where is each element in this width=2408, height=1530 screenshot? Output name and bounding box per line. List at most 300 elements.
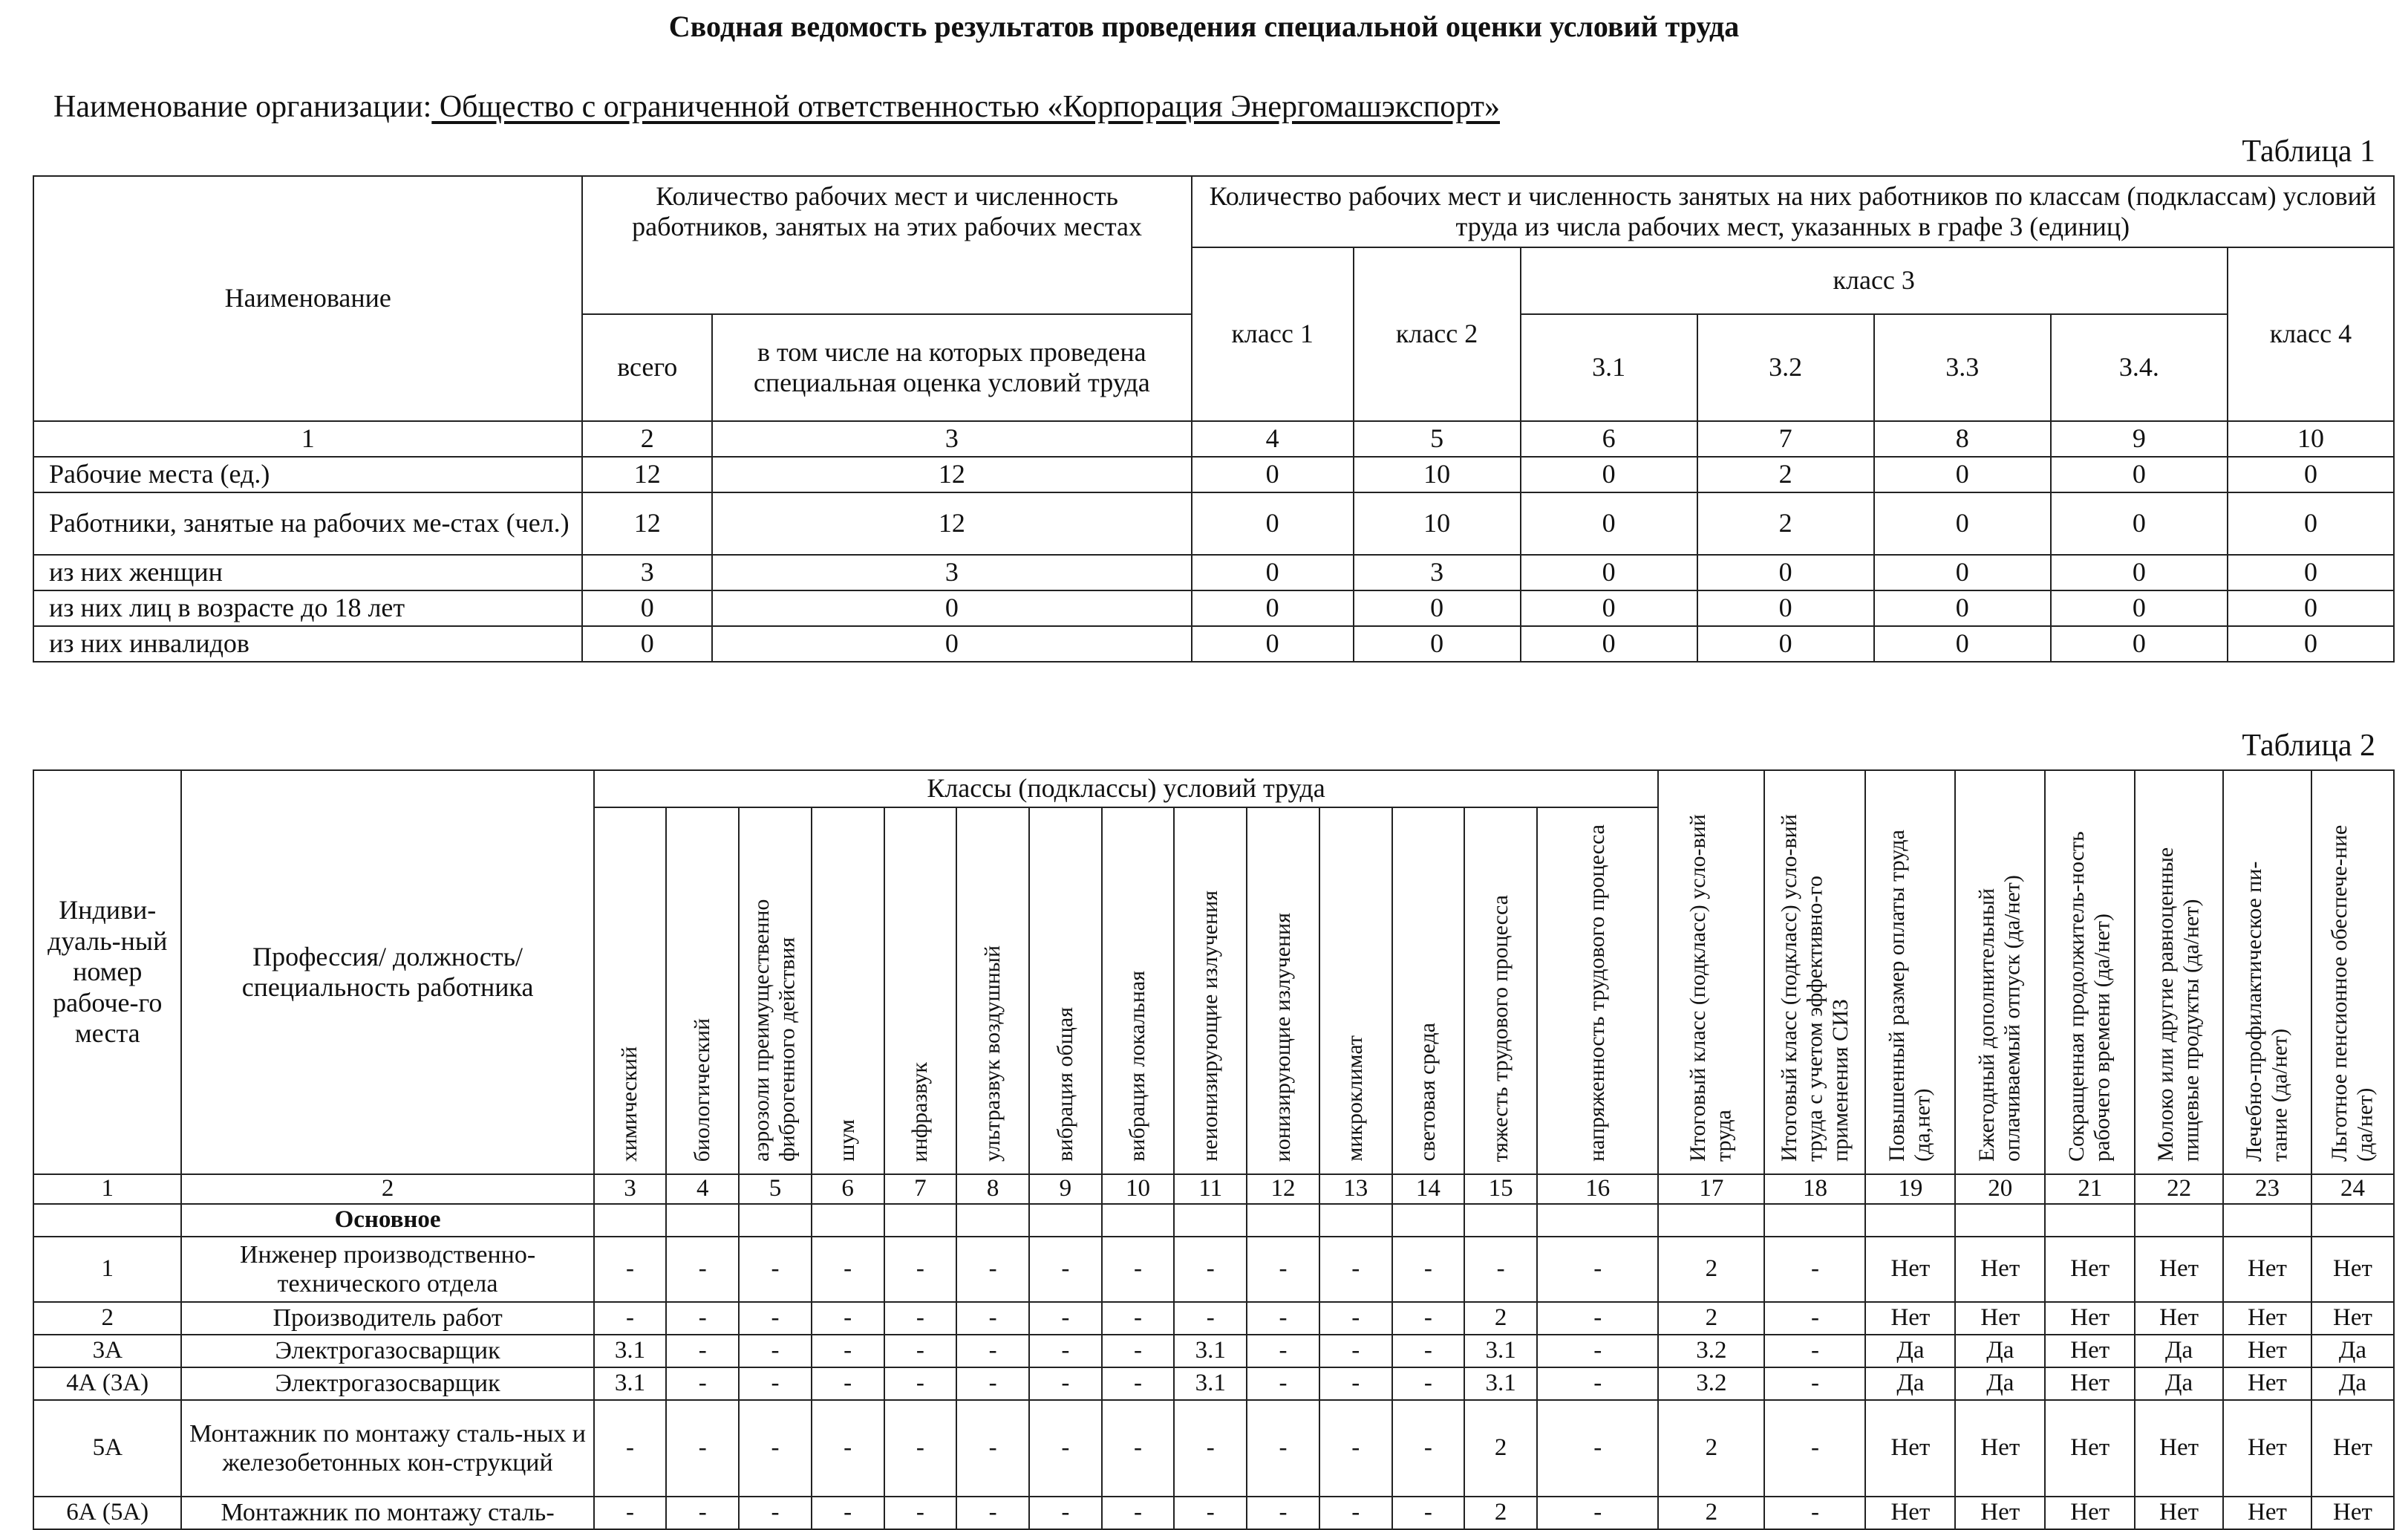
t1-column-number: 3 <box>712 421 1192 457</box>
t2-factor-header <box>1319 807 1392 1174</box>
table-cell: 3.1 <box>594 1335 667 1367</box>
t1-header-name: Наименование <box>33 176 582 421</box>
table-cell: Да <box>1955 1367 2045 1400</box>
table-cell: 0 <box>712 626 1192 662</box>
table-cell: - <box>594 1302 667 1335</box>
table-cell: 0 <box>1354 590 1521 626</box>
row-name: из них лиц в возрасте до 18 лет <box>33 590 582 626</box>
t2-column-number: 20 <box>1955 1174 2045 1204</box>
t2-header-reduced-hours: Сокращенная продолжитель-ность рабочего времени (да/нет) <box>2045 770 2135 1174</box>
empty-cell <box>1247 1204 1319 1237</box>
table-cell: - <box>1029 1497 1102 1529</box>
t2-factor-label: инфразвук <box>907 1061 933 1162</box>
table-cell: - <box>1392 1335 1465 1367</box>
t2-factor-label: аэрозоли преимущественно фиброгенного действия <box>749 899 800 1162</box>
t2-column-number: 10 <box>1102 1174 1175 1204</box>
table-cell: 0 <box>1521 626 1697 662</box>
table-cell: Нет <box>2135 1497 2223 1529</box>
organization-label: Наименование организации: <box>53 90 432 124</box>
t2-factor-label: ионизирующие излучения <box>1270 912 1295 1162</box>
row-name: Рабочие места (ед.) <box>33 457 582 492</box>
table-cell: - <box>956 1237 1029 1302</box>
t2-factor-label: микроклимат <box>1342 1035 1368 1162</box>
table-cell: - <box>1247 1367 1319 1400</box>
t2-header-classes: Классы (подклассы) условий труда <box>594 770 1659 807</box>
table-cell: - <box>1392 1237 1465 1302</box>
table-cell: - <box>739 1400 812 1497</box>
table-cell: Нет <box>1955 1237 2045 1302</box>
t2-factor-label: неионизирующие излучения <box>1198 891 1222 1162</box>
t1-header-count: Количество рабочих мест и численность работников, занятых на этих рабочих местах <box>582 176 1191 314</box>
table-cell: 0 <box>2051 457 2228 492</box>
table-cell: Да <box>2135 1335 2223 1367</box>
table-cell: - <box>1537 1367 1658 1400</box>
table-cell: 3.1 <box>1464 1335 1537 1367</box>
summary-table <box>33 175 2395 663</box>
table-cell: - <box>666 1335 739 1367</box>
table-cell: 3.2 <box>1658 1367 1764 1400</box>
table2-caption: Таблица 2 <box>2242 729 2375 763</box>
table-cell: Да <box>1955 1335 2045 1367</box>
t2-header-id: Индиви-дуаль-ный номер рабоче-го места <box>33 770 181 1174</box>
t2-column-number: 14 <box>1392 1174 1465 1204</box>
section-id-cell <box>33 1204 181 1237</box>
table-cell: 0 <box>2051 555 2228 590</box>
table-cell: - <box>666 1367 739 1400</box>
table-cell: - <box>1102 1367 1175 1400</box>
table-cell: - <box>884 1497 957 1529</box>
table-cell: - <box>1764 1400 1865 1497</box>
table-cell: - <box>884 1335 957 1367</box>
profession: Монтажник по монтажу сталь- <box>181 1497 593 1529</box>
table-cell: 2 <box>1658 1400 1764 1497</box>
t2-factor-label: вибрация общая <box>1052 1007 1077 1162</box>
t2-factor-label: вибрация локальная <box>1125 971 1150 1162</box>
t2-factor-label: шум <box>835 1119 860 1162</box>
workplace-id: 3А <box>33 1335 181 1367</box>
table-cell: 2 <box>1697 492 1874 555</box>
t2-column-number: 22 <box>2135 1174 2223 1204</box>
table-cell: - <box>1247 1400 1319 1497</box>
t1-header-class2: класс 2 <box>1354 247 1521 421</box>
t2-column-number: 1 <box>33 1174 181 1204</box>
t1-header-class1: класс 1 <box>1192 247 1354 421</box>
table-cell: 2 <box>1464 1400 1537 1497</box>
table-cell: 12 <box>582 457 712 492</box>
table-cell: - <box>1102 1400 1175 1497</box>
table-cell: Нет <box>2223 1335 2311 1367</box>
table-cell: - <box>1029 1367 1102 1400</box>
table-cell: Нет <box>2223 1237 2311 1302</box>
table-cell: Да <box>1865 1335 1955 1367</box>
t2-column-number: 11 <box>1174 1174 1247 1204</box>
t1-column-number: 8 <box>1874 421 2051 457</box>
t2-factor-header <box>1392 807 1465 1174</box>
table-cell: Нет <box>2311 1237 2394 1302</box>
table-cell: 0 <box>2228 626 2394 662</box>
table-cell: 0 <box>1521 590 1697 626</box>
table1-caption: Таблица 1 <box>2242 134 2375 169</box>
profession: Электрогазосварщик <box>181 1367 593 1400</box>
table-row <box>33 590 2394 626</box>
table-cell: - <box>1764 1237 1865 1302</box>
empty-cell <box>2045 1204 2135 1237</box>
t2-column-number: 5 <box>739 1174 812 1204</box>
empty-cell <box>1537 1204 1658 1237</box>
table-cell: 3.1 <box>1464 1367 1537 1400</box>
table-cell: - <box>1174 1497 1247 1529</box>
t1-column-numbers <box>33 421 2394 457</box>
t1-column-number: 2 <box>582 421 712 457</box>
table-cell: - <box>666 1237 739 1302</box>
table-cell: 12 <box>712 492 1192 555</box>
t2-factor-label: химический <box>617 1046 642 1162</box>
table-cell: 0 <box>1874 492 2051 555</box>
table-cell: - <box>884 1237 957 1302</box>
t1-header-assessed: в том числе на которых проведена специальная оценка условий труда <box>712 314 1192 421</box>
table-cell: 10 <box>1354 457 1521 492</box>
empty-cell <box>1658 1204 1764 1237</box>
table-cell: 0 <box>2228 590 2394 626</box>
t2-column-number: 3 <box>594 1174 667 1204</box>
t2-factor-header <box>739 807 812 1174</box>
workplace-id: 5А <box>33 1400 181 1497</box>
table-cell: Нет <box>1955 1497 2045 1529</box>
table-cell: Нет <box>2311 1400 2394 1497</box>
t2-header-pension: Льготное пенсионное обеспече-ние (да/нет) <box>2311 770 2394 1174</box>
table-cell: - <box>1174 1400 1247 1497</box>
empty-cell <box>2223 1204 2311 1237</box>
t2-factor-header <box>594 807 667 1174</box>
table-cell: 2 <box>1464 1497 1537 1529</box>
t1-column-number: 7 <box>1697 421 1874 457</box>
empty-cell <box>1464 1204 1537 1237</box>
table-cell: 3 <box>582 555 712 590</box>
empty-cell <box>739 1204 812 1237</box>
table-cell: 0 <box>1192 555 1354 590</box>
t2-column-number: 21 <box>2045 1174 2135 1204</box>
table-row <box>33 457 2394 492</box>
table-cell: 2 <box>1658 1497 1764 1529</box>
table-cell: - <box>1102 1497 1175 1529</box>
table-cell: Нет <box>2311 1497 2394 1529</box>
table-cell: Нет <box>2223 1367 2311 1400</box>
t2-factor-label: тяжесть трудового процесса <box>1487 894 1513 1162</box>
table-cell: 12 <box>582 492 712 555</box>
table-cell: - <box>1764 1367 1865 1400</box>
t2-factor-header <box>666 807 739 1174</box>
table-row <box>33 1367 2394 1400</box>
table-cell: Нет <box>2223 1497 2311 1529</box>
table-cell: - <box>812 1400 884 1497</box>
table-row <box>33 1302 2394 1335</box>
workplace-id: 1 <box>33 1237 181 1302</box>
t2-factor-label: биологический <box>689 1018 714 1162</box>
t1-header-total: всего <box>582 314 712 421</box>
t2-factor-header <box>1537 807 1658 1174</box>
table-cell: 0 <box>1192 626 1354 662</box>
t2-header-profession: Профессия/ должность/ специальность работника <box>181 770 593 1174</box>
t2-column-number: 19 <box>1865 1174 1955 1204</box>
t2-column-number: 7 <box>884 1174 957 1204</box>
table-cell: - <box>884 1367 957 1400</box>
empty-cell <box>666 1204 739 1237</box>
t2-header-therapeutic-food: Лечебно-профилактическое пи-тание (да/нет) <box>2223 770 2311 1174</box>
t2-factor-header <box>956 807 1029 1174</box>
table-cell: - <box>1102 1302 1175 1335</box>
t2-column-number: 4 <box>666 1174 739 1204</box>
table-cell: - <box>1247 1302 1319 1335</box>
section-row <box>33 1204 2394 1237</box>
table-row <box>33 626 2394 662</box>
table-cell: - <box>812 1302 884 1335</box>
t1-header-3-3: 3.3 <box>1874 314 2051 421</box>
table-cell: 0 <box>1874 555 2051 590</box>
t2-header-final-class-ppe: Итоговый класс (подкласс) усло-вий труда с учетом эффективно-го применения СИЗ <box>1764 770 1865 1174</box>
table-cell: - <box>1174 1302 1247 1335</box>
table-cell: 3.1 <box>594 1367 667 1400</box>
table-cell: - <box>739 1367 812 1400</box>
table-cell: Да <box>2135 1367 2223 1400</box>
workplace-id: 4А (3А) <box>33 1367 181 1400</box>
t2-factor-header <box>1464 807 1537 1174</box>
table-cell: 3.2 <box>1658 1335 1764 1367</box>
table-row <box>33 1335 2394 1367</box>
t1-column-number: 1 <box>33 421 582 457</box>
profession: Монтажник по монтажу сталь-ных и железобетонных кон-струкций <box>181 1400 593 1497</box>
empty-cell <box>1174 1204 1247 1237</box>
t2-header-final-class: Итоговый класс (подкласс) усло-вий труда <box>1658 770 1764 1174</box>
table-cell: Нет <box>1865 1497 1955 1529</box>
table-cell: - <box>1247 1335 1319 1367</box>
empty-cell <box>1319 1204 1392 1237</box>
table-cell: - <box>812 1335 884 1367</box>
table-row <box>33 1497 2394 1529</box>
table-cell: 10 <box>1354 492 1521 555</box>
table-cell: 0 <box>582 626 712 662</box>
table-cell: - <box>1319 1237 1392 1302</box>
table-cell: - <box>956 1335 1029 1367</box>
t2-column-number: 16 <box>1537 1174 1658 1204</box>
table-cell: Нет <box>2135 1302 2223 1335</box>
section-title: Основное <box>181 1204 593 1237</box>
table-cell: Нет <box>1955 1400 2045 1497</box>
table-cell: - <box>1537 1400 1658 1497</box>
t2-column-number: 2 <box>181 1174 593 1204</box>
row-name: из них инвалидов <box>33 626 582 662</box>
t2-header-extra-leave: Ежегодный дополнительный оплачиваемый отпуск (да/нет) <box>1955 770 2045 1174</box>
t1-column-number: 6 <box>1521 421 1697 457</box>
t2-column-number: 15 <box>1464 1174 1537 1204</box>
table-cell: - <box>884 1400 957 1497</box>
t1-column-number: 4 <box>1192 421 1354 457</box>
empty-cell <box>2135 1204 2223 1237</box>
table-row <box>33 1237 2394 1302</box>
table-cell: 0 <box>1874 457 2051 492</box>
organization-name: Общество с ограниченной ответственностью «Корпорация Энергомашэкспорт» <box>431 90 1500 124</box>
t1-header-class4: класс 4 <box>2228 247 2394 421</box>
table-cell: - <box>1102 1335 1175 1367</box>
t1-header-class3: класс 3 <box>1521 247 2228 314</box>
empty-cell <box>1865 1204 1955 1237</box>
table-cell: 0 <box>1874 626 2051 662</box>
table-cell: - <box>812 1237 884 1302</box>
table-cell: - <box>666 1400 739 1497</box>
table-cell: 12 <box>712 457 1192 492</box>
t2-column-number: 23 <box>2223 1174 2311 1204</box>
t2-column-number: 17 <box>1658 1174 1764 1204</box>
table-cell: 0 <box>2228 457 2394 492</box>
profession: Производитель работ <box>181 1302 593 1335</box>
table-cell: 0 <box>712 590 1192 626</box>
table-cell: - <box>594 1237 667 1302</box>
t2-column-number: 9 <box>1029 1174 1102 1204</box>
table-cell: - <box>1392 1400 1465 1497</box>
table-cell: - <box>1247 1237 1319 1302</box>
t2-column-numbers <box>33 1174 2394 1204</box>
table-cell: - <box>739 1302 812 1335</box>
table-cell: - <box>739 1497 812 1529</box>
t2-header-milk: Молоко или другие равноценные пищевые продукты (да/нет) <box>2135 770 2223 1174</box>
table-cell: - <box>1537 1497 1658 1529</box>
table-cell: Нет <box>2135 1237 2223 1302</box>
t2-factor-header <box>1247 807 1319 1174</box>
table-cell: 0 <box>1697 590 1874 626</box>
table-cell: 0 <box>2051 590 2228 626</box>
table-row <box>33 555 2394 590</box>
organization-line <box>53 89 1500 125</box>
table-cell: - <box>1319 1367 1392 1400</box>
table-cell: - <box>1029 1335 1102 1367</box>
table-cell: - <box>812 1497 884 1529</box>
table-cell: 2 <box>1464 1302 1537 1335</box>
t2-column-number: 13 <box>1319 1174 1392 1204</box>
t1-header-3-1: 3.1 <box>1521 314 1697 421</box>
table-cell: 3 <box>1354 555 1521 590</box>
empty-cell <box>1392 1204 1465 1237</box>
empty-cell <box>1029 1204 1102 1237</box>
table-cell: - <box>1537 1335 1658 1367</box>
table-cell: 2 <box>1697 457 1874 492</box>
t2-column-number: 12 <box>1247 1174 1319 1204</box>
t2-factor-header <box>1102 807 1175 1174</box>
table-cell: - <box>1464 1237 1537 1302</box>
table-cell: - <box>666 1302 739 1335</box>
table-cell: Нет <box>2223 1302 2311 1335</box>
t1-column-number: 9 <box>2051 421 2228 457</box>
table-cell: Да <box>1865 1367 1955 1400</box>
table-cell: - <box>956 1367 1029 1400</box>
empty-cell <box>1955 1204 2045 1237</box>
t2-column-number: 8 <box>956 1174 1029 1204</box>
table-cell: 0 <box>582 590 712 626</box>
workplace-id: 2 <box>33 1302 181 1335</box>
table-cell: - <box>1764 1497 1865 1529</box>
table-cell: 3.1 <box>1174 1367 1247 1400</box>
table-cell: - <box>666 1497 739 1529</box>
table-cell: 0 <box>1521 457 1697 492</box>
workplace-id: 6А (5А) <box>33 1497 181 1529</box>
table-cell: - <box>1537 1302 1658 1335</box>
table-cell: 0 <box>1697 626 1874 662</box>
table-cell: Нет <box>1955 1302 2045 1335</box>
table-cell: - <box>1392 1302 1465 1335</box>
table-cell: Нет <box>2045 1302 2135 1335</box>
table-cell: - <box>956 1400 1029 1497</box>
workplaces-table <box>33 769 2395 1530</box>
table-cell: 0 <box>1192 492 1354 555</box>
t2-factor-label: световая среда <box>1415 1023 1440 1162</box>
table-cell: 0 <box>1192 457 1354 492</box>
profession: Электрогазосварщик <box>181 1335 593 1367</box>
table-cell: 3.1 <box>1174 1335 1247 1367</box>
t2-factor-header <box>1174 807 1247 1174</box>
table-cell: Нет <box>1865 1237 1955 1302</box>
table-cell: 2 <box>1658 1302 1764 1335</box>
table-cell: - <box>956 1497 1029 1529</box>
table-cell: - <box>812 1367 884 1400</box>
table-cell: - <box>1029 1400 1102 1497</box>
table-cell: - <box>1102 1237 1175 1302</box>
empty-cell <box>956 1204 1029 1237</box>
table-cell: - <box>1174 1237 1247 1302</box>
t1-column-number: 10 <box>2228 421 2394 457</box>
table-cell: 0 <box>1521 492 1697 555</box>
row-name: Работники, занятые на рабочих ме-стах (чел.) <box>33 492 582 555</box>
empty-cell <box>1102 1204 1175 1237</box>
table-row <box>33 1400 2394 1497</box>
table-row <box>33 492 2394 555</box>
table-cell: - <box>884 1302 957 1335</box>
t1-header-classes: Количество рабочих мест и численность занятых на них работников по классам (подклассам) условий труда из числа рабочих мест, указанных в графе 3 (единиц) <box>1192 176 2394 247</box>
t2-factor-header <box>1029 807 1102 1174</box>
t2-factor-header <box>812 807 884 1174</box>
profession: Инженер производственно-технического отдела <box>181 1237 593 1302</box>
table-cell: - <box>1392 1367 1465 1400</box>
table-cell: 0 <box>1192 590 1354 626</box>
table-cell: - <box>1247 1497 1319 1529</box>
table-cell: - <box>739 1237 812 1302</box>
table-cell: 0 <box>2051 626 2228 662</box>
table-cell: Нет <box>2045 1237 2135 1302</box>
table-cell: - <box>1319 1302 1392 1335</box>
table-cell: - <box>1029 1237 1102 1302</box>
table-cell: - <box>1537 1237 1658 1302</box>
table-cell: Нет <box>1865 1400 1955 1497</box>
t2-column-number: 6 <box>812 1174 884 1204</box>
t2-column-number: 18 <box>1764 1174 1865 1204</box>
table-cell: Нет <box>2045 1335 2135 1367</box>
table-cell: - <box>1319 1497 1392 1529</box>
t2-header-increased-pay: Повышенный размер оплаты труда (да,нет) <box>1865 770 1955 1174</box>
table-cell: Нет <box>2045 1367 2135 1400</box>
table-cell: - <box>1319 1335 1392 1367</box>
table-cell: Нет <box>2045 1400 2135 1497</box>
table-cell: - <box>594 1400 667 1497</box>
table-cell: 0 <box>2051 492 2228 555</box>
empty-cell <box>812 1204 884 1237</box>
table-cell: Нет <box>1865 1302 1955 1335</box>
table-cell: Нет <box>2135 1400 2223 1497</box>
table-cell: - <box>594 1497 667 1529</box>
t1-header-3-4: 3.4. <box>2051 314 2228 421</box>
table-cell: Да <box>2311 1335 2394 1367</box>
table-cell: - <box>1029 1302 1102 1335</box>
t2-factor-label: напряженность трудового процесса <box>1585 824 1610 1162</box>
t1-header-3-2: 3.2 <box>1697 314 1874 421</box>
empty-cell <box>2311 1204 2394 1237</box>
empty-cell <box>594 1204 667 1237</box>
